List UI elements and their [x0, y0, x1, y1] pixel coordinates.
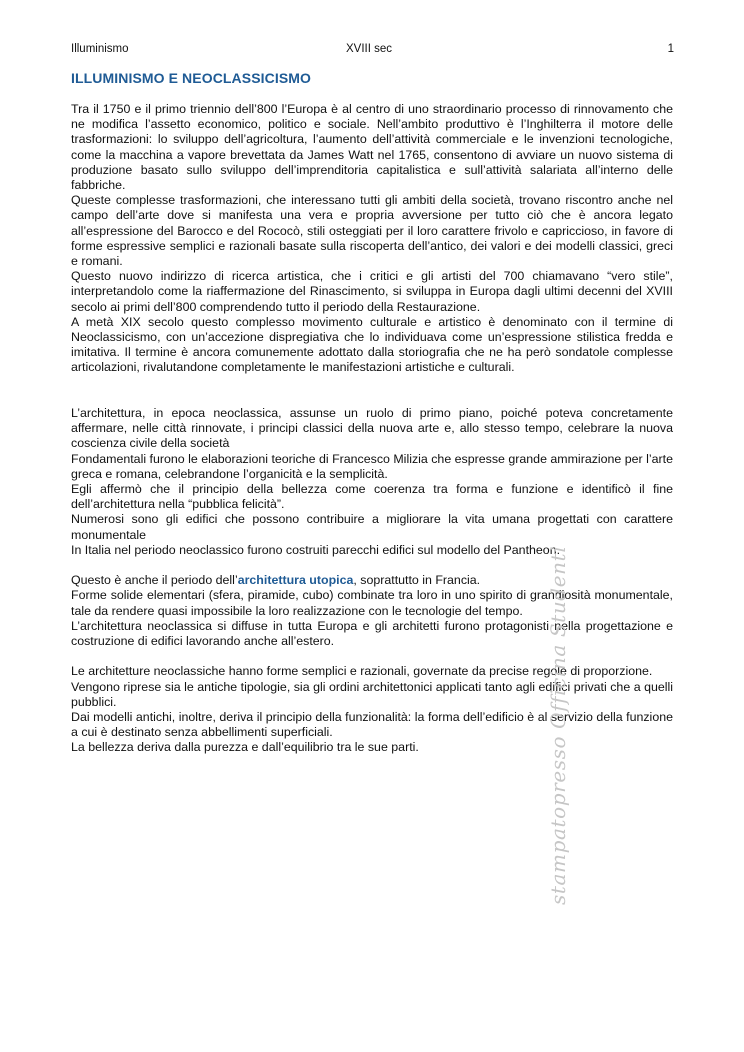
paragraph: La bellezza deriva dalla purezza e dall’equilibrio tra le sue parti. [71, 740, 419, 755]
paragraph: L’architettura, in epoca neoclassica, assunse un ruolo di primo piano, poiché poteva concretamente affermare, nelle città rinnovate, i principi classici della nuova arte e, allo stesso tempo, celebrare la nuova coscienza civile della società [71, 406, 673, 451]
paragraph: Fondamentali furono le elaborazioni teoriche di Francesco Milizia che espresse grande ammirazione per l’arte greca e romana, celebrandone l’organicità e la semplicità. [71, 451, 673, 481]
paragraph: Vengono riprese sia le antiche tipologie, sia gli ordini architettonici applicati tanto agli edifici privati che a quelli pubblici. [71, 679, 673, 709]
spacer [71, 391, 673, 406]
spacer [71, 558, 673, 573]
page-header [71, 43, 674, 59]
spacer [71, 376, 673, 391]
paragraph: In Italia nel periodo neoclassico furono costruiti parecchi edifici sul modello del Pantheon. [71, 542, 561, 557]
spacer [71, 649, 673, 664]
paragraph: A metà XIX secolo questo complesso movimento culturale e artistico è denominato con il termine di Neoclassicismo, con un’accezione dispregiativa che lo individuava come un’espressione stilistica fredda e imitativa. Il termine è ancora comunemente adottato dalla storiografia che ne ha però sondatole complesse articolazioni, rivalutandone completamente le manifestazioni artistiche e culturali. [71, 314, 673, 375]
paragraph: Forme solide elementari (sfera, piramide, cubo) combinate tra loro in uno spirito di grandiosità monumentale, tale da rendere quasi impossibile la loro realizzazione con le tecnologie del tempo. [71, 588, 673, 618]
header-topic: Illuminismo [71, 43, 129, 55]
paragraph: Queste complesse trasformazioni, che interessano tutti gli ambiti della società, trovano riscontro anche nel campo dell’arte dove si manifesta una vera e propria avversione per tutto ciò che è ancora legato all’espressione del Barocco e del Rococò, stili osteggiati per il loro carattere frivolo e capriccioso, in favore di forme espressive semplici e razionali basate sulla riscoperta dell’antico, dei valori e dei modelli classici, greci e romani. [71, 193, 673, 269]
document-body [71, 102, 673, 756]
paragraph: L’architettura neoclassica si diffuse in tutta Europa e gli architetti furono protagonisti nella progettazione e costruzione di edifici lavorando anche all’estero. [71, 618, 673, 649]
paragraph-utopian-intro [71, 573, 673, 588]
intro-text: , soprattutto in Francia. [353, 573, 481, 588]
paragraph: Egli affermò che il principio della bellezza come coerenza tra forma e funzione e identificò il fine dell’architettura nella “pubblica felicità”. [71, 482, 673, 512]
document-title: ILLUMINISMO E NEOCLASSICISMO [71, 70, 312, 86]
paragraph: Numerosi sono gli edifici che possono contribuire a migliorare la vita umana progettati con carattere monumentale [71, 512, 673, 542]
header-period: XVIII sec [346, 43, 393, 55]
highlight-term: architettura utopica [237, 573, 354, 588]
watermark: stampatopresso Officina Studenti [546, 545, 570, 905]
paragraph: Tra il 1750 e il primo triennio dell’800 l’Europa è al centro di uno straordinario processo di rinnovamento che ne modifica l’assetto economico, politico e sociale. Nell’ambito produttivo è l’Inghilterra il motore delle trasformazioni: lo sviluppo dell’agricoltura, l’aumento dell’attività commerciale e le invenzioni tecnologiche, come la macchina a vapore brevettata da James Watt nel 1765, consentono di avviare un nuovo sistema di produzione basato sullo sviluppo dell’imprenditoria capitalistica e sull’attività salariata all’interno delle fabbriche. [71, 102, 673, 193]
intro-text: Questo è anche il periodo dell’ [71, 573, 238, 588]
paragraph: Questo nuovo indirizzo di ricerca artistica, che i critici e gli artisti del 700 chiamavano “vero stile”, interpretandolo come la riaffermazione del Rinascimento, si sviluppa in Europa dagli ultimi decenni del XVIII secolo ai primi dell’800 comprendendo tutto il periodo della Restaurazione. [71, 269, 673, 314]
paragraph: Dai modelli antichi, inoltre, deriva il principio della funzionalità: la forma dell’edificio è al servizio della funzione a cui è destinato senza abbellimenti superficiali. [71, 710, 673, 740]
paragraph: Le architetture neoclassiche hanno forme semplici e razionali, governate da precise regole di proporzione. [71, 664, 653, 679]
page-number: 1 [667, 43, 674, 55]
